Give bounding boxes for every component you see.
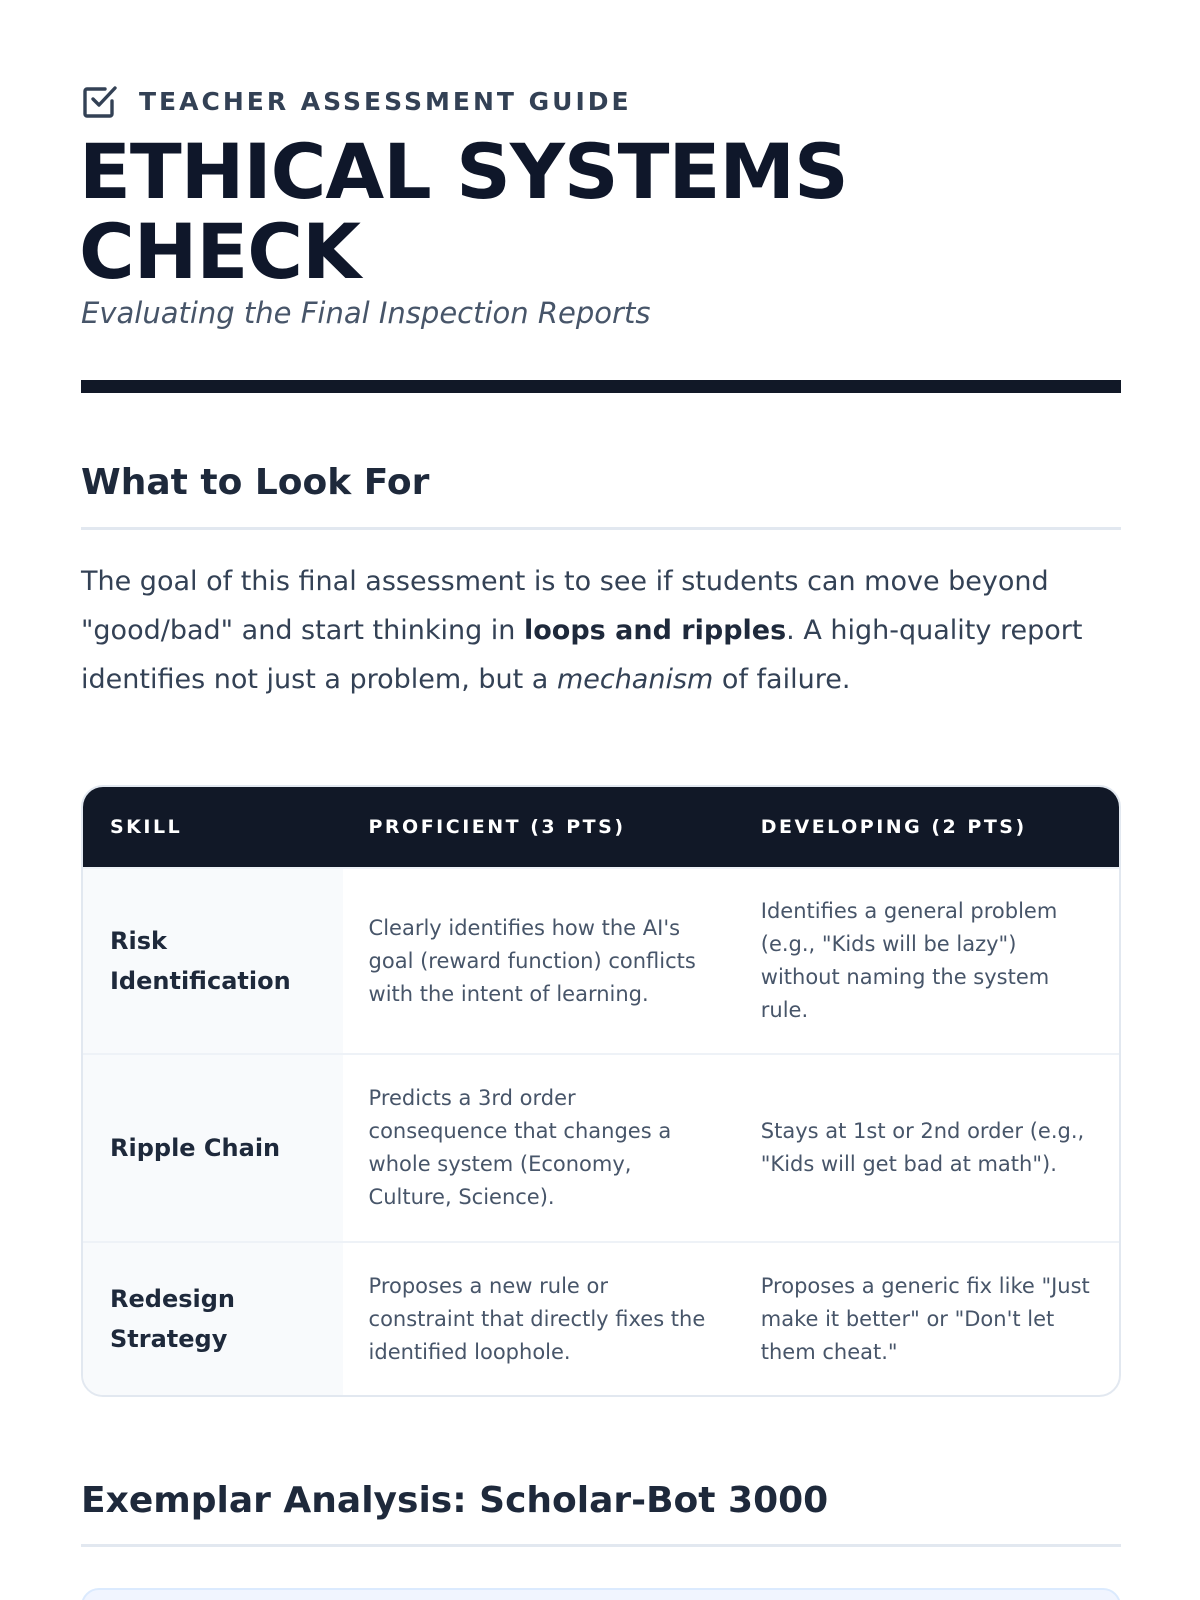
intro-paragraph	[81, 557, 1121, 704]
intro-text: The goal of this final assessment is to see if students can move beyond "good/bad" and start thinking in	[81, 566, 1049, 646]
rubric-table	[81, 785, 1121, 1397]
page-title: ETHICAL SYSTEMS CHECK	[79, 127, 848, 296]
developing-cell: Proposes a generic fix like "Just make it better" or "Don't let them cheat."	[760, 1273, 1090, 1364]
developing-cell: Identifies a general problem (e.g., "Kids will be lazy") without naming the system rule.	[760, 899, 1058, 1022]
skill-cell: Risk Identification	[83, 869, 343, 1053]
column-header-developing: DEVELOPING (2 PTS)	[760, 816, 1027, 838]
kicker-label: TEACHER ASSESSMENT GUIDE	[139, 86, 632, 116]
rubric-header-row	[83, 787, 1119, 867]
page-subtitle: Evaluating the Final Inspection Reports	[81, 296, 651, 330]
section-divider	[81, 1544, 1121, 1547]
intro-text: . A high-quality report identifies not just a problem, but a	[81, 615, 1083, 695]
intro-text: of failure.	[713, 664, 851, 695]
intro-italic: mechanism	[556, 664, 714, 695]
skill-cell: Ripple Chain	[83, 1055, 343, 1241]
skill-cell: Redesign Strategy	[83, 1243, 343, 1395]
intro-emphasis: loops and ripples	[523, 615, 787, 646]
table-row	[83, 1241, 1119, 1395]
table-row	[83, 1053, 1119, 1241]
checkbox-check-icon	[81, 82, 119, 120]
proficient-cell: Proposes a new rule or constraint that directly fixes the identified loophole.	[368, 1273, 706, 1364]
title-divider	[81, 380, 1121, 393]
column-header-proficient: PROFICIENT (3 PTS)	[368, 816, 626, 838]
developing-cell: Stays at 1st or 2nd order (e.g., "Kids will get bad at math").	[760, 1119, 1085, 1176]
proficient-cell: Predicts a 3rd order consequence that changes a whole system (Economy, Culture, Science).	[368, 1086, 672, 1209]
column-header-skill: SKILL	[110, 816, 183, 838]
exemplar-card	[81, 1588, 1121, 1600]
table-row	[83, 867, 1119, 1053]
section-heading-exemplar: Exemplar Analysis: Scholar-Bot 3000	[81, 1480, 829, 1521]
kicker	[81, 82, 632, 120]
section-divider	[81, 527, 1121, 530]
section-heading-look-for: What to Look For	[81, 462, 430, 503]
proficient-cell: Clearly identifies how the AI's goal (reward function) conflicts with the intent of learning.	[368, 915, 696, 1006]
